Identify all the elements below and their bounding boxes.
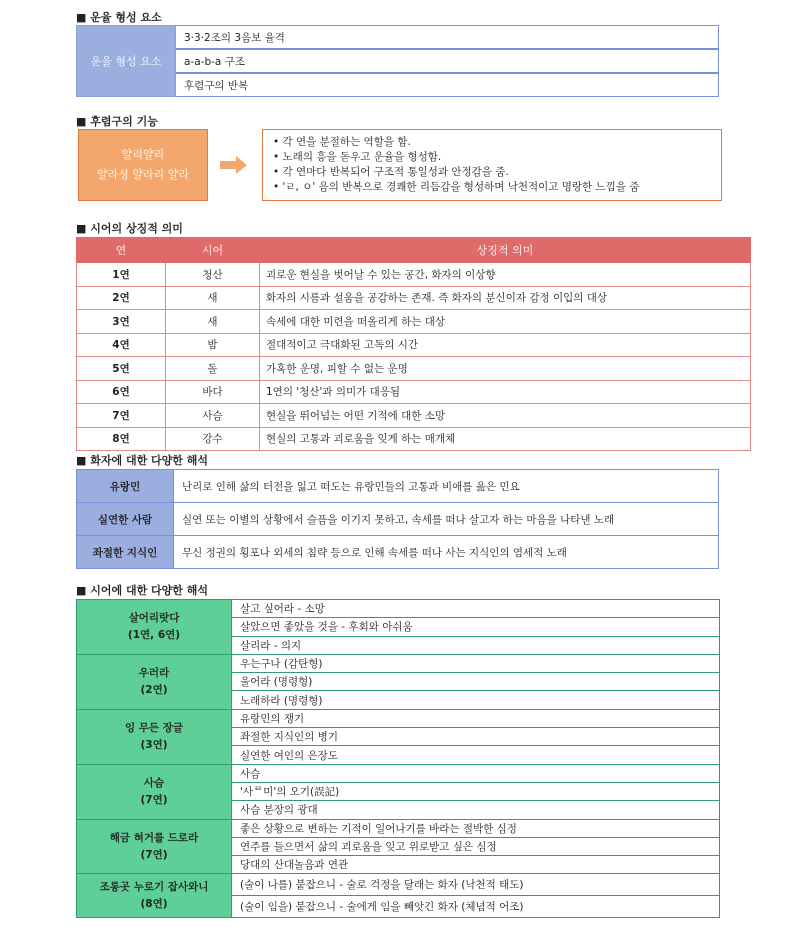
meaning-cell: 절대적이고 극대화된 고독의 시간 bbox=[260, 333, 751, 357]
table-header-row bbox=[77, 238, 751, 263]
stanza-cell: 3연 bbox=[77, 310, 166, 334]
interpretation-cell: 노래하라 (명령형) bbox=[232, 691, 720, 709]
refrain-function-item: • 노래의 흥을 돋우고 운율을 형성함. bbox=[273, 151, 442, 163]
speaker-table bbox=[76, 469, 719, 569]
interpretation-cell: 사슴 분장의 광대 bbox=[232, 801, 720, 819]
section-title-refrain: ■ 후렴구의 기능 bbox=[76, 115, 158, 128]
section-title-speaker: ■ 화자에 대한 다양한 해석 bbox=[76, 454, 208, 467]
stanza-cell: 6연 bbox=[77, 380, 166, 404]
word-label bbox=[77, 874, 232, 918]
word-label bbox=[77, 819, 232, 874]
word-label-stanza: (3연) bbox=[140, 738, 168, 751]
interpretation-cell: 우는구나 (감탄형) bbox=[232, 654, 720, 672]
word-interpretation-table bbox=[76, 599, 720, 918]
rhythm-label: 운율 형성 요소 bbox=[76, 25, 176, 97]
section-title-rhythm: ■ 운율 형성 요소 bbox=[76, 11, 162, 24]
word-cell: 새 bbox=[166, 310, 260, 334]
table-row bbox=[77, 357, 751, 381]
word-cell: 돌 bbox=[166, 357, 260, 381]
meaning-cell: 가혹한 운명, 피할 수 없는 운명 bbox=[260, 357, 751, 381]
word-label-text: 해금 혀거를 드로라 bbox=[109, 831, 199, 844]
word-label-stanza: (8연) bbox=[140, 897, 168, 910]
table-row bbox=[77, 310, 751, 334]
table-row bbox=[77, 709, 720, 727]
refrain-function-list bbox=[262, 129, 722, 201]
speaker-text: 난리로 인해 삶의 터전을 잃고 떠도는 유랑민들의 고통과 비애를 읊은 민요 bbox=[174, 470, 719, 503]
interpretation-cell: 실연한 여인의 은장도 bbox=[232, 746, 720, 764]
arrow-right-icon bbox=[220, 156, 248, 174]
table-row bbox=[77, 819, 720, 837]
meaning-cell: 현실의 고통과 괴로움을 잊게 하는 매개체 bbox=[260, 427, 751, 451]
meaning-cell: 현실을 뛰어넘는 어떤 기적에 대한 소망 bbox=[260, 404, 751, 428]
word-label-stanza: (7연) bbox=[140, 848, 168, 861]
meaning-cell: 속세에 대한 미련을 떠올리게 하는 대상 bbox=[260, 310, 751, 334]
stanza-cell: 7연 bbox=[77, 404, 166, 428]
refrain-function-item: • 'ㄹ, ㅇ' 음의 반복으로 경쾌한 리듬감을 형성하며 낙천적이고 명랑한 느낌을 줌 bbox=[273, 181, 640, 193]
table-row bbox=[77, 404, 751, 428]
table-row bbox=[77, 764, 720, 782]
interpretation-cell: 유랑민의 쟁기 bbox=[232, 709, 720, 727]
word-cell: 강수 bbox=[166, 427, 260, 451]
table-row bbox=[77, 427, 751, 451]
word-label-stanza: (7연) bbox=[140, 793, 168, 806]
interpretation-cell: 좌절한 지식인의 병기 bbox=[232, 728, 720, 746]
table-row bbox=[77, 503, 719, 536]
header-meaning: 상징적 의미 bbox=[260, 238, 751, 263]
word-cell: 밤 bbox=[166, 333, 260, 357]
rhythm-row-2: a-a-b-a 구조 bbox=[176, 49, 719, 73]
word-label bbox=[77, 654, 232, 709]
speaker-label: 좌절한 지식인 bbox=[77, 536, 174, 569]
table-row bbox=[77, 333, 751, 357]
word-label-text: 우러라 bbox=[138, 666, 170, 679]
refrain-function-item: • 각 연마다 반복되어 구조적 통일성과 안정감을 줌. bbox=[273, 166, 509, 178]
interpretation-cell: 사슴 bbox=[232, 764, 720, 782]
stanza-cell: 2연 bbox=[77, 286, 166, 310]
refrain-function-item: • 각 연을 분절하는 역할을 함. bbox=[273, 136, 411, 148]
interpretation-cell: (술이 임을) 붙잡으니 - 술에게 임을 빼앗긴 화자 (체념적 어조) bbox=[232, 896, 720, 918]
word-cell: 바다 bbox=[166, 380, 260, 404]
stanza-cell: 5연 bbox=[77, 357, 166, 381]
word-label-text: 살어리랏다 bbox=[128, 611, 180, 624]
interpretation-cell: (술이 나를) 붙잡으니 - 술로 걱정을 달래는 화자 (낙천적 태도) bbox=[232, 874, 720, 896]
stanza-cell: 1연 bbox=[77, 263, 166, 287]
interpretation-cell: 살았으면 좋았을 것을 - 후회와 아쉬움 bbox=[232, 618, 720, 636]
speaker-text: 무신 정권의 횡포나 외세의 침략 등으로 인해 속세를 떠나 사는 지식인의 염세적 노래 bbox=[174, 536, 719, 569]
interpretation-cell: 당대의 산대놀음과 연관 bbox=[232, 856, 720, 874]
word-label bbox=[77, 764, 232, 819]
table-row bbox=[77, 536, 719, 569]
interpretation-cell: 울어라 (명령형) bbox=[232, 673, 720, 691]
refrain-line-2: 얄라셩 얄라리 얄라 bbox=[96, 168, 189, 181]
speaker-label: 실연한 사람 bbox=[77, 503, 174, 536]
rhythm-row-3: 후렴구의 반복 bbox=[176, 73, 719, 97]
section-title-words: ■ 시어에 대한 다양한 해석 bbox=[76, 584, 208, 597]
refrain-line-1: 얄리얄리 bbox=[121, 148, 165, 161]
word-label-text: 조롱곳 누로기 잡사와니 bbox=[99, 880, 209, 893]
interpretation-cell: 좋은 상황으로 변하는 기적이 일어나기를 바라는 절박한 심정 bbox=[232, 819, 720, 837]
stanza-cell: 4연 bbox=[77, 333, 166, 357]
interpretation-cell: 살고 싶어라 - 소망 bbox=[232, 600, 720, 618]
section-title-text: 시어의 상징적 의미 bbox=[90, 222, 183, 235]
word-label bbox=[77, 600, 232, 655]
word-label-stanza: (2연) bbox=[140, 683, 168, 696]
section-title-text: 운율 형성 요소 bbox=[90, 11, 162, 24]
interpretation-cell: 살리라 - 의지 bbox=[232, 636, 720, 654]
word-cell: 사슴 bbox=[166, 404, 260, 428]
section-title-text: 시어에 대한 다양한 해석 bbox=[90, 584, 208, 597]
word-cell: 새 bbox=[166, 286, 260, 310]
speaker-text: 실연 또는 이별의 상황에서 슬픔을 이기지 못하고, 속세를 떠나 살고자 하는 마음을 나타낸 노래 bbox=[174, 503, 719, 536]
refrain-box bbox=[78, 129, 208, 201]
header-word: 시어 bbox=[166, 238, 260, 263]
table-row bbox=[77, 600, 720, 618]
table-row bbox=[77, 380, 751, 404]
table-row bbox=[77, 874, 720, 896]
symbol-table bbox=[76, 237, 751, 451]
word-label-text: 잉 무든 장글 bbox=[124, 721, 184, 734]
table-row bbox=[77, 470, 719, 503]
table-row bbox=[77, 654, 720, 672]
word-label-stanza: (1연, 6연) bbox=[127, 628, 181, 641]
table-row bbox=[77, 286, 751, 310]
table-row bbox=[77, 263, 751, 287]
meaning-cell: 화자의 시름과 설움을 공감하는 존재. 즉 화자의 분신이자 감정 이입의 대상 bbox=[260, 286, 751, 310]
stanza-cell: 8연 bbox=[77, 427, 166, 451]
speaker-label: 유랑민 bbox=[77, 470, 174, 503]
word-label-text: 사슴 bbox=[143, 776, 165, 789]
meaning-cell: 1연의 '청산'과 의미가 대응됨 bbox=[260, 380, 751, 404]
section-title-text: 화자에 대한 다양한 해석 bbox=[90, 454, 208, 467]
header-stanza: 연 bbox=[77, 238, 166, 263]
section-title-symbols: ■ 시어의 상징적 의미 bbox=[76, 222, 183, 235]
word-cell: 청산 bbox=[166, 263, 260, 287]
section-title-text: 후렴구의 기능 bbox=[90, 115, 158, 128]
rhythm-row-1: 3·3·2조의 3음보 율격 bbox=[176, 25, 719, 49]
interpretation-cell: 연주를 들으면서 삶의 괴로움을 잊고 위로받고 싶은 심정 bbox=[232, 837, 720, 855]
word-label bbox=[77, 709, 232, 764]
meaning-cell: 괴로운 현실을 벗어날 수 있는 공간, 화자의 이상향 bbox=[260, 263, 751, 287]
interpretation-cell: '사ᄅ미'의 오기(誤記) bbox=[232, 782, 720, 800]
